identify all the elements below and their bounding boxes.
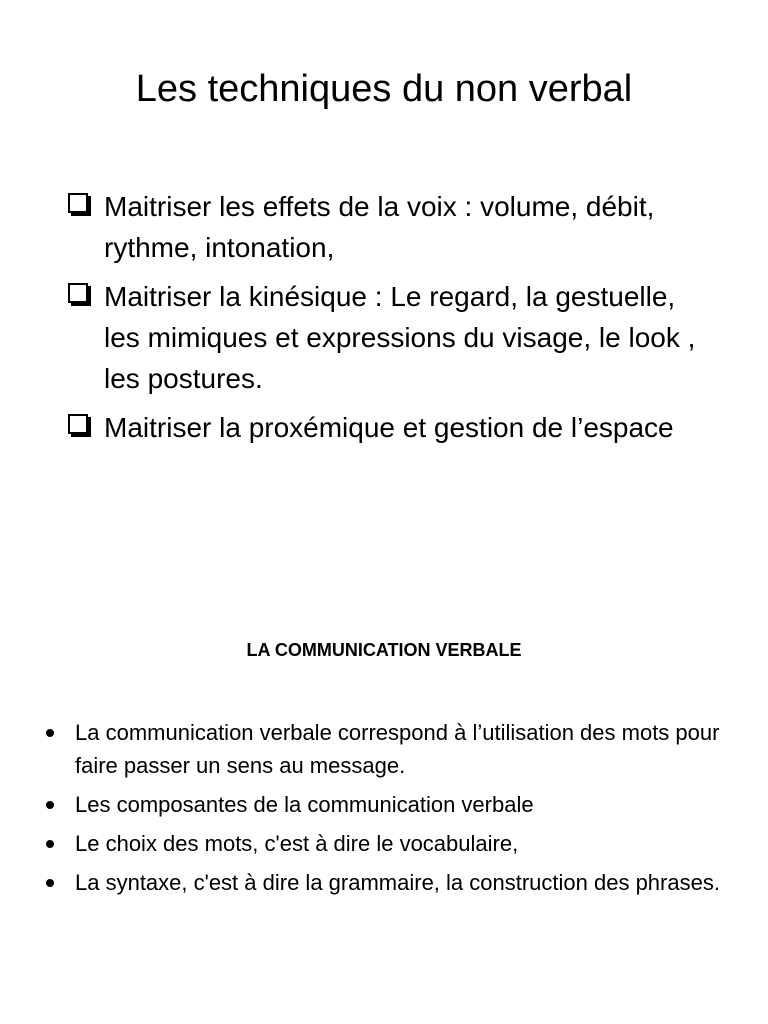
checkbox-icon bbox=[68, 414, 88, 434]
list-item bbox=[66, 276, 706, 399]
list-item bbox=[66, 186, 706, 268]
bullet-icon bbox=[46, 801, 54, 809]
list-item-text: La communication verbale correspond à l’utilisation des mots pour faire passer un sens au message. bbox=[75, 720, 720, 778]
list-item-text: Maitriser la proxémique et gestion de l’espace bbox=[104, 412, 674, 443]
list-item bbox=[66, 407, 706, 448]
slide-title: LA COMMUNICATION VERBALE bbox=[246, 640, 522, 660]
list-item-text: Le choix des mots, c'est à dire le vocabulaire, bbox=[75, 831, 519, 856]
slide-title: Les techniques du non verbal bbox=[135, 68, 633, 110]
list-item bbox=[44, 866, 724, 899]
list-item bbox=[44, 716, 724, 782]
list-item bbox=[44, 788, 724, 821]
slide-verbal bbox=[0, 600, 768, 1024]
list-item-text: Maitriser les effets de la voix : volume, débit, rythme, intonation, bbox=[104, 191, 655, 263]
list-item-text: La syntaxe, c'est à dire la grammaire, la construction des phrases. bbox=[75, 870, 720, 895]
bullet-icon bbox=[46, 879, 54, 887]
checkbox-icon bbox=[68, 283, 88, 303]
bullet-icon bbox=[46, 729, 54, 737]
list-item-text: Maitriser la kinésique : Le regard, la gestuelle, les mimiques et expressions du visage, le look , les postures. bbox=[104, 281, 696, 394]
list-item-text: Les composantes de la communication verbale bbox=[75, 792, 534, 817]
bullet-list bbox=[44, 716, 724, 905]
bullet-icon bbox=[46, 840, 54, 848]
checkbox-icon bbox=[68, 193, 88, 213]
checklist bbox=[66, 186, 706, 456]
list-item bbox=[44, 827, 724, 860]
